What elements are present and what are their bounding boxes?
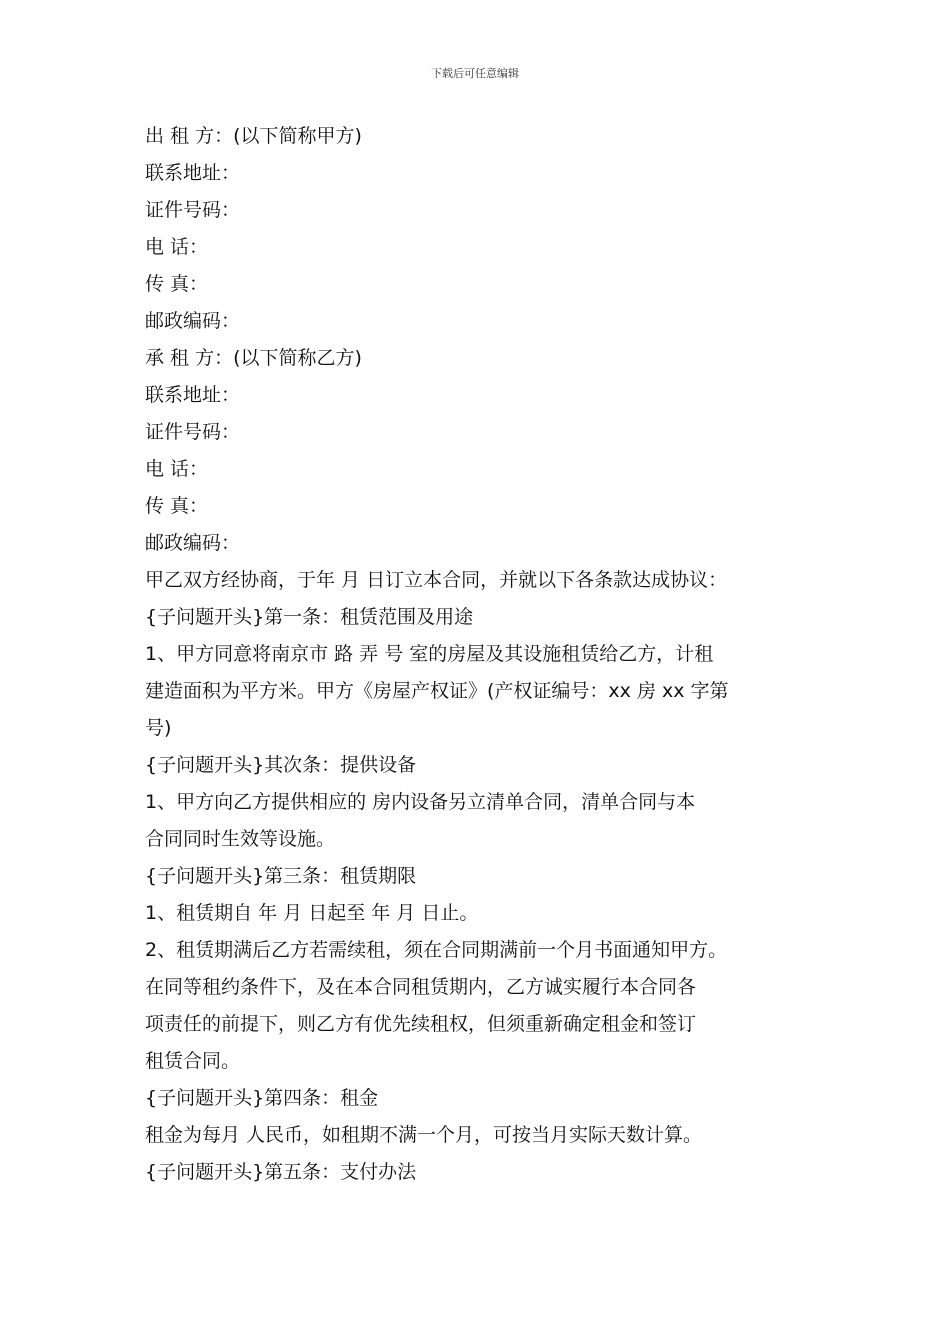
lessee-phone-line: 电 话：	[145, 458, 209, 480]
lessee-id-line: 证件号码：	[145, 421, 241, 443]
article-4-para-line: 租金为每月 人民币，如租期不满一个月，可按当月实际天数计算。	[145, 1124, 703, 1146]
article-3-item-2-line: 租赁合同。	[145, 1050, 241, 1072]
lessor-address-line: 联系地址：	[145, 162, 241, 184]
lessor-postcode-line: 邮政编码：	[145, 310, 241, 332]
lessor-line: 出 租 方：(以下简称甲方)	[145, 125, 362, 147]
article-2-heading: {子问题开头}其次条：提供设备	[145, 754, 417, 776]
lessor-id-line: 证件号码：	[145, 199, 241, 221]
contract-body	[145, 118, 835, 1191]
article-3-item-2-line: 2、租赁期满后乙方若需续租，须在合同期满前一个月书面通知甲方。	[145, 939, 728, 961]
article-1-para-line: 建造面积为平方米。甲方《房屋产权证》(产权证编号：xx 房 xx 字第	[145, 680, 729, 702]
article-4-heading: {子问题开头}第四条：租金	[145, 1087, 379, 1109]
article-1-para-line: 1、甲方同意将南京市 路 弄 号 室的房屋及其设施租赁给乙方，计租	[145, 643, 714, 665]
article-1-heading: {子问题开头}第一条：租赁范围及用途	[145, 606, 474, 628]
lessee-line: 承 租 方：(以下简称乙方)	[145, 347, 362, 369]
lessee-fax-line: 传 真：	[145, 495, 209, 517]
page-header: 下载后可任意编辑	[431, 67, 519, 80]
article-1-para-line: 号)	[145, 717, 172, 739]
agreement-intro-line: 甲乙双方经协商，于年 月 日订立本合同，并就以下各条款达成协议：	[145, 569, 728, 591]
article-2-para-line: 1、甲方向乙方提供相应的 房内设备另立清单合同，清单合同与本	[145, 791, 696, 813]
lessor-fax-line: 传 真：	[145, 273, 209, 295]
article-2-para-line: 合同同时生效等设施。	[145, 828, 336, 850]
article-3-item-1: 1、租赁期自 年 月 日起至 年 月 日止。	[145, 902, 479, 924]
lessee-address-line: 联系地址：	[145, 384, 241, 406]
article-3-item-2-line: 项责任的前提下，则乙方有优先续租权，但须重新确定租金和签订	[145, 1013, 697, 1035]
article-3-heading: {子问题开头}第三条：租赁期限	[145, 865, 417, 887]
article-3-item-2-line: 在同等租约条件下，及在本合同租赁期内，乙方诚实履行本合同各	[145, 976, 697, 998]
article-5-heading: {子问题开头}第五条：支付办法	[145, 1161, 417, 1183]
lessee-postcode-line: 邮政编码：	[145, 532, 241, 554]
lessor-phone-line: 电 话：	[145, 236, 209, 258]
